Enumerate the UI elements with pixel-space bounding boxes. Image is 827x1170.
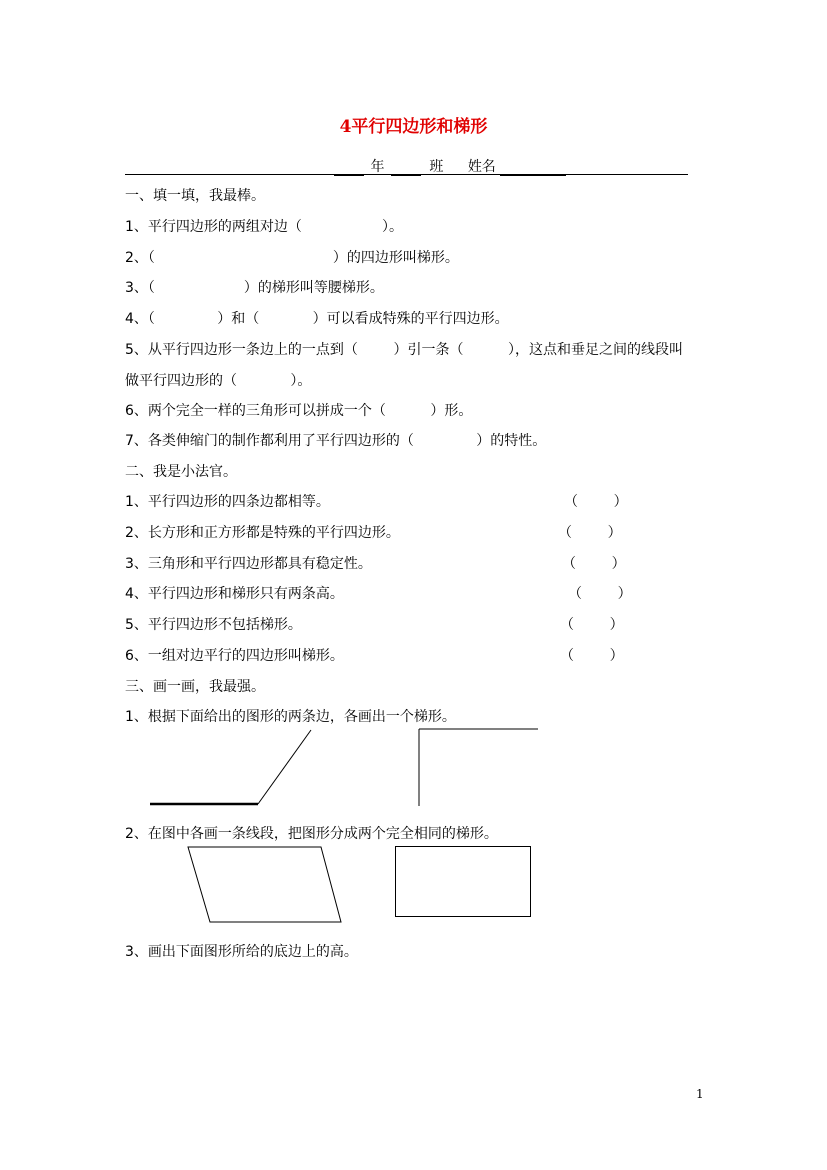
fill-question-4: 4、（ ）和（ ）可以看成特殊的平行四边形。 (125, 311, 509, 327)
judge-item-5: 5、平行四边形不包括梯形。 (125, 617, 302, 633)
rectangle-figure[interactable] (396, 847, 531, 917)
draw-question-3: 3、画出下面图形所给的底边上的高。 (125, 944, 358, 960)
judge-answer-4[interactable]: （ ） (568, 586, 632, 602)
figure-a-slant-line (258, 730, 311, 804)
page-number: 1 (696, 1087, 704, 1101)
class-label: 班 (429, 159, 444, 175)
section-draw-heading: 三、画一画，我最强。 (125, 679, 265, 695)
fill-question-2: 2、（ ）的四边形叫梯形。 (125, 250, 459, 266)
parallelogram-figure[interactable] (188, 847, 341, 922)
judge-item-3: 3、三角形和平行四边形都具有稳定性。 (125, 556, 372, 572)
section-judge-heading: 二、我是小法官。 (125, 464, 237, 480)
fill-question-1: 1、平行四边形的两组对边（ ）。 (125, 219, 404, 235)
draw-question-2: 2、在图中各画一条线段，把图形分成两个完全相同的梯形。 (125, 826, 498, 842)
judge-answer-5[interactable]: （ ） (560, 617, 624, 633)
trapezoid-sides-figure-a[interactable] (150, 730, 311, 804)
draw-question-1: 1、根据下面给出的图形的两条边，各画出一个梯形。 (125, 709, 456, 725)
judge-item-2: 2、长方形和正方形都是特殊的平行四边形。 (125, 525, 400, 541)
judge-answer-1[interactable]: （ ） (564, 494, 628, 510)
judge-answer-3[interactable]: （ ） (562, 556, 626, 572)
section-fill-heading: 一、填一填，我最棒。 (125, 188, 265, 204)
fill-question-7: 7、各类伸缩门的制作都利用了平行四边形的（ ）的特性。 (125, 433, 547, 449)
fill-question-3: 3、（ ）的梯形叫等腰梯形。 (125, 280, 384, 296)
grade-label: 年 (370, 159, 385, 175)
name-label: 姓名 (467, 159, 496, 175)
judge-item-6: 6、一组对边平行的四边形叫梯形。 (125, 648, 344, 664)
page-title: 4平行四边形和梯形 (339, 117, 488, 137)
judge-item-1: 1、平行四边形的四条边都相等。 (125, 494, 330, 510)
fill-question-5b: 做平行四边形的（ ）。 (125, 373, 312, 389)
judge-item-4: 4、平行四边形和梯形只有两条高。 (125, 586, 344, 602)
trapezoid-sides-figure-b[interactable] (419, 729, 538, 806)
fill-question-5a: 5、从平行四边形一条边上的一点到（ ）引一条（ ），这点和垂足之间的线段叫 (125, 342, 684, 358)
judge-answer-6[interactable]: （ ） (560, 648, 624, 664)
judge-answer-2[interactable]: （ ） (558, 525, 622, 541)
fill-question-6: 6、两个完全一样的三角形可以拼成一个（ ）形。 (125, 403, 473, 419)
